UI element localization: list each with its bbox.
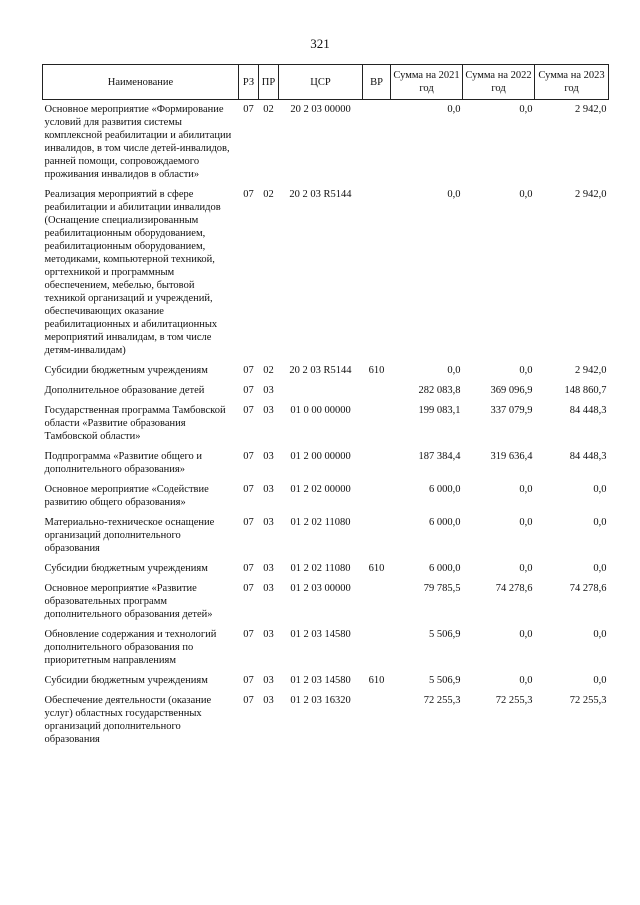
table-row (43, 185, 609, 361)
row-sum-2023: 74 278,6 (569, 583, 607, 594)
row-pr: 02 (263, 104, 274, 115)
row-sum-2021: 79 785,5 (423, 583, 461, 594)
row-csr: 01 2 02 11080 (290, 563, 351, 574)
row-pr: 03 (263, 517, 274, 528)
row-rz: 07 (243, 629, 254, 640)
row-csr: 20 2 03 R5144 (289, 365, 352, 376)
row-sum-2022: 0,0 (519, 629, 533, 640)
header-sum-2022: Сумма на 2022 год (463, 65, 535, 100)
row-vr (363, 691, 391, 750)
header-name: Наименование (43, 65, 239, 100)
row-pr: 02 (263, 365, 274, 376)
row-sum-2021: 72 255,3 (423, 695, 461, 706)
row-name: Реализация мероприятий в сфере реабилитации и абилитации инвалидов (Оснащение специализированным реабилитационным оборудованием, реабилитационным оборудованием, методиками, компьютерной техникой, оргтехникой и программным обеспечением, мебелью, бытовой техникой организаций и учреждений, обеспечивающих оказание реабилитационных и абилитационных мероприятий инвалидам, в том числе детям-инвалидам) (44, 189, 221, 356)
row-name: Подпрограмма «Развитие общего и дополнительного образования» (44, 451, 203, 475)
row-csr (279, 381, 363, 401)
row-sum-2023: 0,0 (593, 675, 607, 686)
row-sum-2022: 0,0 (519, 189, 533, 200)
row-sum-2022: 0,0 (519, 517, 533, 528)
row-sum-2021: 187 384,4 (418, 451, 461, 462)
row-sum-2022: 369 096,9 (490, 385, 533, 396)
row-vr: 610 (368, 365, 385, 376)
row-name: Государственная программа Тамбовской области «Развитие образования Тамбовской области» (44, 405, 226, 442)
row-sum-2022: 0,0 (519, 563, 533, 574)
row-sum-2022: 337 079,9 (490, 405, 533, 416)
header-sum-2021: Сумма на 2021 год (391, 65, 463, 100)
table-row (43, 447, 609, 480)
row-name: Субсидии бюджетным учреждениям (44, 675, 208, 686)
row-vr: 610 (368, 675, 385, 686)
row-sum-2021: 5 506,9 (429, 675, 461, 686)
row-csr: 01 2 03 16320 (290, 695, 351, 706)
row-pr: 02 (263, 189, 274, 200)
row-sum-2023: 0,0 (593, 563, 607, 574)
row-sum-2022: 74 278,6 (495, 583, 533, 594)
table-row (43, 381, 609, 401)
header-rz: РЗ (239, 65, 259, 100)
row-pr: 03 (263, 484, 274, 495)
row-pr: 03 (263, 675, 274, 686)
row-sum-2022: 0,0 (519, 675, 533, 686)
row-sum-2022: 0,0 (519, 104, 533, 115)
row-csr: 01 2 00 00000 (290, 451, 351, 462)
row-rz: 07 (243, 451, 254, 462)
row-csr: 01 2 03 00000 (290, 583, 351, 594)
table-row (43, 671, 609, 691)
row-rz: 07 (243, 405, 254, 416)
row-vr (363, 381, 391, 401)
row-sum-2021: 6 000,0 (429, 517, 461, 528)
row-name: Материально-техническое оснащение организаций дополнительного образования (44, 517, 215, 554)
row-name: Обеспечение деятельности (оказание услуг) областных государственных организаций дополнительного образования (44, 695, 212, 745)
row-pr: 03 (263, 629, 274, 640)
row-rz: 07 (243, 563, 254, 574)
row-sum-2021: 0,0 (447, 104, 461, 115)
row-csr: 01 2 02 11080 (290, 517, 351, 528)
row-sum-2022: 72 255,3 (495, 695, 533, 706)
row-sum-2023: 0,0 (593, 517, 607, 528)
row-pr: 03 (263, 385, 274, 396)
row-csr: 01 2 03 14580 (290, 675, 351, 686)
row-rz: 07 (243, 583, 254, 594)
row-vr (363, 401, 391, 447)
header-sum-2023: Сумма на 2023 год (535, 65, 609, 100)
table-row (43, 480, 609, 513)
row-sum-2023: 2 942,0 (575, 365, 607, 376)
table-row (43, 579, 609, 625)
row-sum-2021: 199 083,1 (418, 405, 461, 416)
row-sum-2021: 6 000,0 (429, 484, 461, 495)
table-row (43, 100, 609, 186)
row-name: Субсидии бюджетным учреждениям (44, 563, 208, 574)
header-vr: ВР (363, 65, 391, 100)
row-csr: 20 2 03 R5144 (289, 189, 352, 200)
row-csr: 20 2 03 00000 (290, 104, 351, 115)
row-vr (363, 480, 391, 513)
row-vr (363, 579, 391, 625)
table-body (43, 100, 609, 751)
row-rz: 07 (243, 385, 254, 396)
row-sum-2022: 0,0 (519, 365, 533, 376)
row-sum-2023: 72 255,3 (569, 695, 607, 706)
row-pr: 03 (263, 563, 274, 574)
row-vr (363, 185, 391, 361)
row-name: Субсидии бюджетным учреждениям (44, 365, 208, 376)
row-rz: 07 (243, 675, 254, 686)
row-name: Основное мероприятие «Формирование условий для развития системы комплексной реабилитации и абилитации инвалидов, в том числе детей-инвалидов, ранней помощи, сопровождаемого проживания инвалидов в области» (44, 104, 232, 180)
row-rz: 07 (243, 517, 254, 528)
row-name: Основное мероприятие «Содействие развитию общего образования» (44, 484, 209, 508)
row-pr: 03 (263, 695, 274, 706)
header-csr: ЦСР (279, 65, 363, 100)
row-rz: 07 (243, 189, 254, 200)
table-row (43, 513, 609, 559)
table-row (43, 401, 609, 447)
row-sum-2021: 6 000,0 (429, 563, 461, 574)
row-pr: 03 (263, 583, 274, 594)
row-sum-2021: 0,0 (447, 189, 461, 200)
row-csr: 01 2 03 14580 (290, 629, 351, 640)
table-row (43, 625, 609, 671)
row-sum-2021: 282 083,8 (418, 385, 461, 396)
row-sum-2022: 319 636,4 (490, 451, 533, 462)
row-csr: 01 2 02 00000 (290, 484, 351, 495)
row-name: Обновление содержания и технологий дополнительного образования по приоритетным направлениям (44, 629, 217, 666)
row-rz: 07 (243, 484, 254, 495)
row-vr (363, 625, 391, 671)
row-vr (363, 513, 391, 559)
table-row (43, 559, 609, 579)
row-sum-2023: 2 942,0 (575, 189, 607, 200)
table-row (43, 691, 609, 750)
row-vr (363, 447, 391, 480)
row-name: Основное мероприятие «Развитие образовательных программ дополнительного образования детей» (44, 583, 213, 620)
page-number: 321 (310, 36, 330, 51)
row-pr: 03 (263, 405, 274, 416)
row-sum-2023: 0,0 (593, 629, 607, 640)
row-sum-2023: 84 448,3 (569, 405, 607, 416)
budget-table (42, 64, 609, 750)
row-sum-2022: 0,0 (519, 484, 533, 495)
row-vr (363, 100, 391, 186)
header-pr: ПР (259, 65, 279, 100)
table-header (43, 65, 609, 100)
row-rz: 07 (243, 104, 254, 115)
row-vr: 610 (368, 563, 385, 574)
row-sum-2023: 148 860,7 (564, 385, 607, 396)
row-rz: 07 (243, 365, 254, 376)
row-rz: 07 (243, 695, 254, 706)
row-sum-2023: 84 448,3 (569, 451, 607, 462)
row-pr: 03 (263, 451, 274, 462)
row-name: Дополнительное образование детей (44, 385, 205, 396)
row-csr: 01 0 00 00000 (290, 405, 351, 416)
row-sum-2021: 0,0 (447, 365, 461, 376)
row-sum-2021: 5 506,9 (429, 629, 461, 640)
row-sum-2023: 0,0 (593, 484, 607, 495)
table-row (43, 361, 609, 381)
row-sum-2023: 2 942,0 (575, 104, 607, 115)
